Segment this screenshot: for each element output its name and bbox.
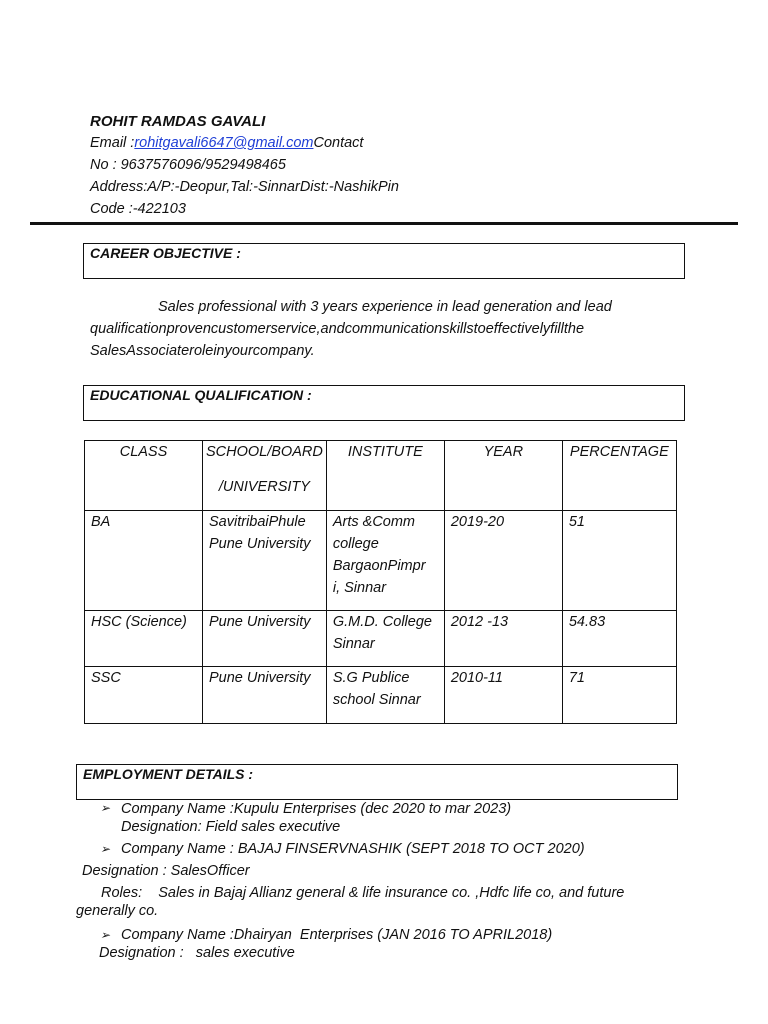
cell-institute-line: G.M.D. College bbox=[332, 614, 432, 630]
objective-line-1: Sales professional with 3 years experience in lead generation and lead bbox=[158, 299, 612, 315]
job1-company: Company Name :Kupulu Enterprises (dec 2020 to mar 2023) bbox=[121, 801, 512, 817]
address-line: Address:A/P:-Deopur,Tal:-SinnarDist:-NashikPin bbox=[90, 179, 399, 195]
col-header-class: CLASS bbox=[85, 441, 203, 511]
job3-designation: Designation : sales executive bbox=[99, 945, 295, 961]
cell-board-line: Pune University bbox=[209, 536, 311, 552]
cell-institute-line: school Sinnar bbox=[332, 692, 421, 708]
job3-company: Company Name :Dhairyan Enterprises (JAN 2016 TO APRIL2018) bbox=[121, 927, 553, 943]
objective-line-2: qualificationprovencustomerservice,andcommunicationskillstoeffectivelyfillthe bbox=[90, 321, 585, 337]
employment-heading: EMPLOYMENT DETAILS : bbox=[83, 766, 254, 782]
email-line bbox=[90, 135, 363, 151]
table-row bbox=[85, 511, 677, 611]
cell-board-line: SavitribaiPhule bbox=[209, 514, 306, 530]
cell-percentage: 71 bbox=[562, 667, 676, 724]
cell-institute-line: i, Sinnar bbox=[332, 580, 387, 596]
pin-code-line: Code :-422103 bbox=[90, 201, 186, 217]
cell-institute-line: college bbox=[332, 536, 379, 552]
cell-institute-line: Arts &Comm bbox=[332, 514, 416, 530]
education-heading: EDUCATIONAL QUALIFICATION : bbox=[90, 387, 312, 403]
cell-year: 2019-20 bbox=[444, 511, 562, 611]
col-header-institute: INSTITUTE bbox=[326, 441, 444, 511]
cell-class: SSC bbox=[85, 667, 203, 724]
cell-institute-line: S.G Publice bbox=[332, 670, 410, 686]
arrow-bullet-icon: ➢ bbox=[100, 801, 111, 815]
header-divider bbox=[30, 222, 738, 225]
col-header-year: YEAR bbox=[444, 441, 562, 511]
cell-institute bbox=[326, 667, 444, 724]
col-header-board bbox=[203, 441, 327, 511]
cell-year: 2010-11 bbox=[444, 667, 562, 724]
col-header-board-line1: SCHOOL/BOARD bbox=[206, 444, 323, 460]
cell-institute bbox=[326, 511, 444, 611]
education-box bbox=[83, 385, 685, 421]
career-objective-heading: CAREER OBJECTIVE : bbox=[90, 245, 241, 261]
contact-label: Contact bbox=[313, 135, 364, 151]
email-label: Email : bbox=[90, 135, 135, 151]
job1-designation: Designation: Field sales executive bbox=[121, 819, 341, 835]
table-header-row bbox=[85, 441, 677, 511]
cell-board: Pune University bbox=[203, 667, 327, 724]
email-link[interactable]: rohitgavali6647@gmail.com bbox=[134, 135, 314, 151]
career-objective-box bbox=[83, 243, 685, 279]
job2-designation: Designation : SalesOfficer bbox=[82, 863, 250, 879]
cell-year: 2012 -13 bbox=[444, 611, 562, 667]
cell-class: HSC (Science) bbox=[85, 611, 203, 667]
col-header-board-line2: /UNIVERSITY bbox=[218, 479, 310, 495]
arrow-bullet-icon: ➢ bbox=[100, 928, 111, 942]
education-table bbox=[84, 440, 677, 724]
career-objective-text bbox=[90, 296, 690, 362]
candidate-name: ROHIT RAMDAS GAVALI bbox=[90, 113, 266, 130]
cell-percentage: 51 bbox=[562, 511, 676, 611]
cell-board bbox=[203, 511, 327, 611]
table-row bbox=[85, 611, 677, 667]
cell-board: Pune University bbox=[203, 611, 327, 667]
phone-line: No : 9637576096/9529498465 bbox=[90, 157, 286, 173]
employment-box bbox=[76, 764, 678, 800]
table-row bbox=[85, 667, 677, 724]
job2-company: Company Name : BAJAJ FINSERVNASHIK (SEPT 2018 TO OCT 2020) bbox=[121, 841, 585, 857]
cell-institute bbox=[326, 611, 444, 667]
col-header-percentage: PERCENTAGE bbox=[562, 441, 676, 511]
cell-class: BA bbox=[85, 511, 203, 611]
cell-institute-line: BargaonPimpr bbox=[332, 558, 426, 574]
job2-roles-line2: generally co. bbox=[76, 903, 159, 919]
objective-line-3: SalesAssociateroleinyourcompany. bbox=[90, 343, 315, 359]
cell-institute-line: Sinnar bbox=[332, 636, 375, 652]
arrow-bullet-icon: ➢ bbox=[100, 842, 111, 856]
cell-percentage: 54.83 bbox=[562, 611, 676, 667]
job2-roles-line1: Roles: Sales in Bajaj Allianz general & life insurance co. ,Hdfc life co, and future bbox=[101, 885, 625, 901]
